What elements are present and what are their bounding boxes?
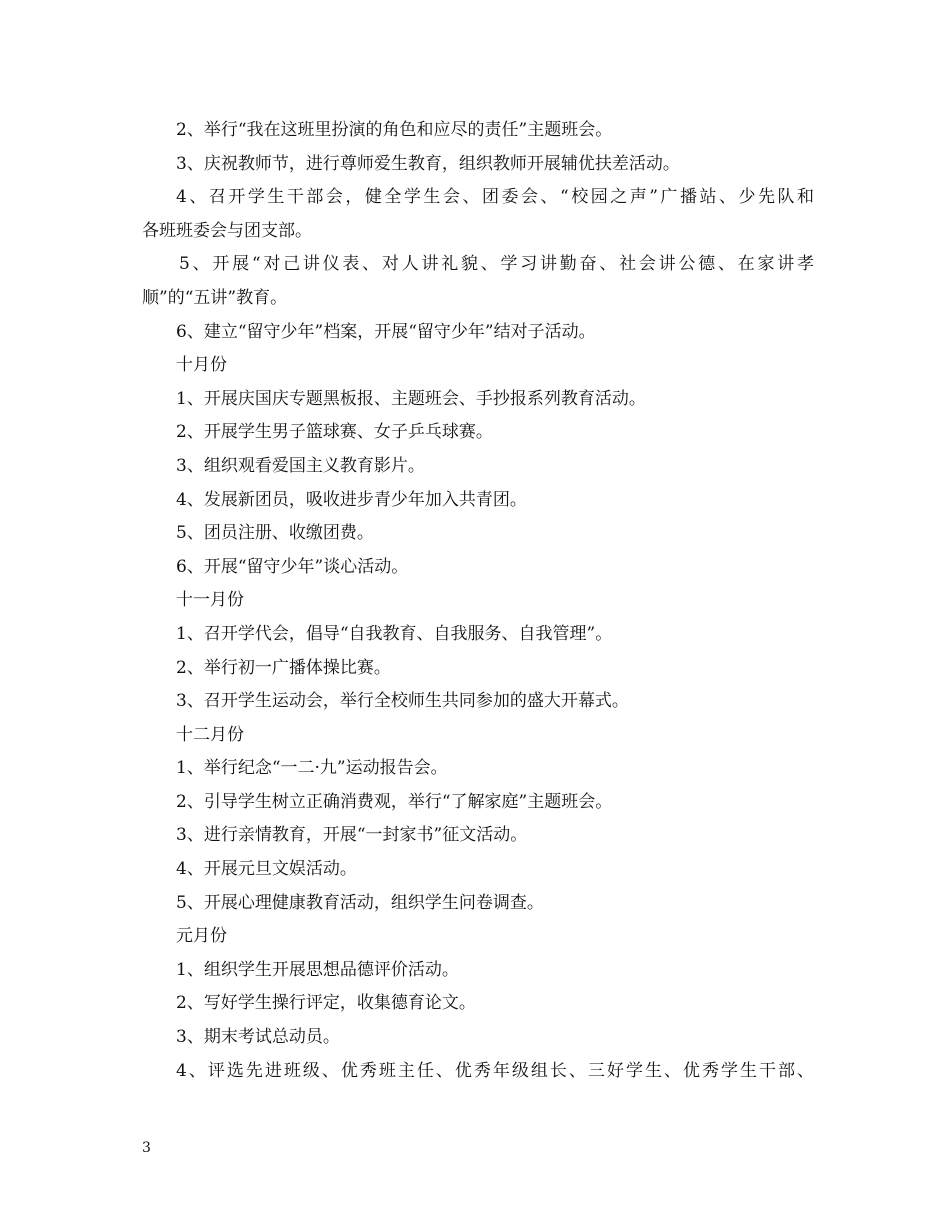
text-line: 各班班委会与团支部。 (142, 220, 312, 241)
text-line: 顺”的“五讲”教育。 (142, 287, 288, 308)
text-line: 1、召开学代会，倡导“自我教育、自我服务、自我管理”。 (176, 623, 613, 644)
section-heading: 元月份 (176, 926, 227, 947)
text-line: 5、开展心理健康教育活动，组织学生问卷调查。 (176, 892, 544, 913)
text-line: 3、进行亲情教育，开展“一封家书”征文活动。 (176, 825, 528, 846)
text-line: 4、发展新团员，吸收进步青少年加入共青团。 (176, 489, 527, 510)
text-line: 2、写好学生操行评定，收集德育论文。 (176, 993, 476, 1014)
text-line: 3、召开学生运动会，举行全校师生共同参加的盛大开幕式。 (176, 691, 629, 712)
text-line: 1、组织学生开展思想品德评价活动。 (176, 959, 459, 980)
text-line: 4、评选先进班级、优秀班主任、优秀年级组长、三好学生、优秀学生干部、 (176, 1060, 814, 1081)
text-line: 2、开展学生男子篮球赛、女子乒乓球赛。 (176, 422, 493, 443)
text-line: 6、开展“留守少年”谈心活动。 (176, 556, 409, 577)
text-line: 2、引导学生树立正确消费观，举行“了解家庭”主题班会。 (176, 791, 613, 812)
text-line: 6、建立“留守少年”档案，开展“留守少年”结对子活动。 (176, 321, 596, 342)
text-line: 2、举行初一广播体操比赛。 (176, 657, 391, 678)
text-line: 4、开展元旦文娱活动。 (176, 859, 357, 880)
text-line: 1、开展庆国庆专题黑板报、主题班会、手抄报系列教育活动。 (176, 388, 646, 409)
section-heading: 十月份 (176, 355, 227, 376)
text-line: 1、举行纪念“一二·九”运动报告会。 (176, 758, 448, 779)
text-line: 3、期末考试总动员。 (176, 1027, 340, 1048)
text-line: 2、举行“我在这班里扮演的角色和应尽的责任”主题班会。 (176, 120, 613, 140)
text-line: 4、召开学生干部会，健全学生会、团委会、“校园之声”广播站、少先队和 (176, 187, 814, 208)
section-heading: 十二月份 (176, 724, 244, 745)
page-content (142, 114, 814, 1088)
text-line: 5、开展“对己讲仪表、对人讲礼貌、学习讲勤奋、社会讲公德、在家讲孝 (179, 254, 814, 275)
page-number: 3 (142, 1140, 151, 1156)
section-heading: 十一月份 (176, 590, 244, 611)
text-line: 3、组织观看爱国主义教育影片。 (176, 455, 425, 476)
text-line: 3、庆祝教师节，进行尊师爱生教育，组织教师开展辅优扶差活动。 (176, 153, 680, 174)
text-line: 5、团员注册、收缴团费。 (176, 523, 374, 544)
